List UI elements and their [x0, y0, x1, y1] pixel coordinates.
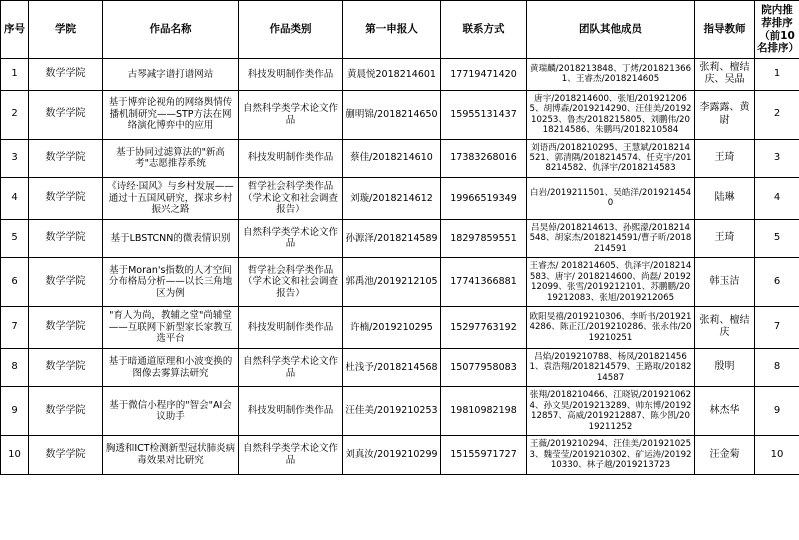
cell-contact: 19810982198 [441, 387, 527, 436]
cell-members: 吕昊倬/2018214613、孙熙濛/2018214548、胡家杰/2018214591/曹子昕/2018214591 [527, 219, 695, 257]
cell-teacher: 陆琳 [695, 177, 755, 219]
cell-college: 数学学院 [29, 258, 103, 307]
cell-teacher: 殷明 [695, 348, 755, 386]
cell-college: 数学学院 [29, 90, 103, 139]
cell-rank: 5 [755, 219, 799, 257]
cell-applicant: 刘真汝/2019210299 [343, 436, 441, 474]
cell-type: 科技发明制作类作品 [239, 139, 343, 177]
table-row [1, 177, 799, 219]
cell-members: 吕焰/2019210788、杨凤/2018214561、袁浩翔/2018214579、王路取/2018214587 [527, 348, 695, 386]
cell-index: 1 [1, 59, 29, 90]
table-body [1, 59, 799, 474]
cell-contact: 15155971727 [441, 436, 527, 474]
cell-applicant: 郭禹池/2019212105 [343, 258, 441, 307]
cell-rank: 10 [755, 436, 799, 474]
cell-index: 7 [1, 307, 29, 349]
cell-college: 数学学院 [29, 436, 103, 474]
column-header-applicant: 第一申报人 [343, 1, 441, 59]
cell-rank: 2 [755, 90, 799, 139]
table-row [1, 436, 799, 474]
cell-members: 白岩/2019211501、吴皓洋/2019214540 [527, 177, 695, 219]
cell-title: 基于Moran's指数的人才空间分布格局分析——以长三角地区为例 [103, 258, 239, 307]
cell-members: 张翔/2018210466、江晓锐/2019210624、孙文昊/2019213289、帅东博/2019212857、高威/2019212887、陈少凯/2019211252 [527, 387, 695, 436]
cell-college: 数学学院 [29, 139, 103, 177]
cell-title: 基于微信小程序的"智会"AI会议助手 [103, 387, 239, 436]
cell-contact: 17383268016 [441, 139, 527, 177]
table-row [1, 307, 799, 349]
column-header-teacher: 指导教师 [695, 1, 755, 59]
cell-members: 欧阳旻禧/2019210306、李昕书/2019214286、陈正江/2019210286、张永伟/2019210251 [527, 307, 695, 349]
cell-college: 数学学院 [29, 219, 103, 257]
cell-rank: 1 [755, 59, 799, 90]
cell-teacher: 王琦 [695, 139, 755, 177]
cell-rank: 7 [755, 307, 799, 349]
table-header-row [1, 1, 799, 59]
cell-members: 刘语西/2018210295、王慧斌/2018214521、郭清隅/2018214574、任克宇/2018214582、仇泽宇/2018214583 [527, 139, 695, 177]
cell-type: 自然科学类学术论文作品 [239, 219, 343, 257]
table-row [1, 90, 799, 139]
cell-title: 基于暗通道原理和小波变换的图像去雾算法研究 [103, 348, 239, 386]
cell-contact: 15297763192 [441, 307, 527, 349]
cell-index: 9 [1, 387, 29, 436]
cell-applicant: 刘璇/2018214612 [343, 177, 441, 219]
column-header-rank: 院内推荐排序（前10名排序） [755, 1, 799, 59]
cell-rank: 9 [755, 387, 799, 436]
cell-teacher: 韩玉洁 [695, 258, 755, 307]
cell-contact: 17719471420 [441, 59, 527, 90]
cell-type: 哲学社会科学类作品（学术论文和社会调查报告） [239, 258, 343, 307]
cell-members: 唐宇/2018214600、张旭/2019212065、胡博森/2019214290、汪佳美/2019210253、鲁杰/2018215805、刘鹏伟/2018214586、朱鹏玛/2018210584 [527, 90, 695, 139]
cell-contact: 17741366881 [441, 258, 527, 307]
cell-title: 基于博弈论视角的网络舆情传播机制研究——STP方法在网络演化博弈中的应用 [103, 90, 239, 139]
cell-index: 4 [1, 177, 29, 219]
cell-college: 数学学院 [29, 307, 103, 349]
cell-type: 科技发明制作类作品 [239, 307, 343, 349]
cell-title: 胸透和ICT检测新型冠状肺炎病毒效果对比研究 [103, 436, 239, 474]
cell-members: 王薇/2019210294、汪佳美/2019210253、魏莹莹/2019210302、矿运涛/2019210330、林子越/2019213723 [527, 436, 695, 474]
cell-teacher: 汪金菊 [695, 436, 755, 474]
cell-applicant: 孙源泽/2018214589 [343, 219, 441, 257]
cell-type: 科技发明制作类作品 [239, 387, 343, 436]
table-row [1, 219, 799, 257]
cell-teacher: 张莉、檀结庆 [695, 307, 755, 349]
table-row [1, 387, 799, 436]
cell-applicant: 蒯明锦/2018214650 [343, 90, 441, 139]
table-row [1, 59, 799, 90]
table-row [1, 348, 799, 386]
cell-contact: 15955131437 [441, 90, 527, 139]
cell-applicant: 蔡佳/2018214610 [343, 139, 441, 177]
cell-index: 6 [1, 258, 29, 307]
table-header [1, 1, 799, 59]
cell-teacher: 林杰华 [695, 387, 755, 436]
cell-title: "育人为尚，教辅之堂"尚辅堂——互联网下新型家长家教互选平台 [103, 307, 239, 349]
cell-type: 自然科学类学术论文作品 [239, 436, 343, 474]
cell-contact: 18297859551 [441, 219, 527, 257]
cell-members: 王睿杰/ 2018214605、仇泽宇/2018214583、唐宇/ 2018214600、尚磊/ 2019212099、张雪/2019212101、苏鹏鹏/2019212083、张旭/2019212065 [527, 258, 695, 307]
cell-index: 8 [1, 348, 29, 386]
cell-type: 科技发明制作类作品 [239, 59, 343, 90]
cell-type: 自然科学类学术论文作品 [239, 348, 343, 386]
cell-index: 5 [1, 219, 29, 257]
column-header-college: 学院 [29, 1, 103, 59]
column-header-contact: 联系方式 [441, 1, 527, 59]
table-row [1, 139, 799, 177]
cell-type: 自然科学类学术论文作品 [239, 90, 343, 139]
cell-rank: 8 [755, 348, 799, 386]
cell-applicant: 汪佳美/2019210253 [343, 387, 441, 436]
table-row [1, 258, 799, 307]
cell-index: 3 [1, 139, 29, 177]
cell-members: 黄瑞麟/2018213848、丁烤/2018213661、王睿杰/2018214605 [527, 59, 695, 90]
cell-rank: 4 [755, 177, 799, 219]
cell-teacher: 张莉、檀结庆、吴晶 [695, 59, 755, 90]
cell-college: 数学学院 [29, 177, 103, 219]
cell-applicant: 许楠/2019210295 [343, 307, 441, 349]
cell-teacher: 李露露、黄尉 [695, 90, 755, 139]
cell-index: 2 [1, 90, 29, 139]
cell-index: 10 [1, 436, 29, 474]
cell-title: 古琴减字谱打谱网站 [103, 59, 239, 90]
cell-applicant: 黄晨悦2018214601 [343, 59, 441, 90]
cell-college: 数学学院 [29, 387, 103, 436]
column-header-type: 作品类别 [239, 1, 343, 59]
cell-type: 哲学社会科学类作品（学术论文和社会调查报告） [239, 177, 343, 219]
cell-title: 基于协同过滤算法的"新高考"志愿推荐系统 [103, 139, 239, 177]
cell-contact: 19966519349 [441, 177, 527, 219]
cell-rank: 6 [755, 258, 799, 307]
cell-teacher: 王琦 [695, 219, 755, 257]
cell-college: 数学学院 [29, 59, 103, 90]
cell-rank: 3 [755, 139, 799, 177]
cell-college: 数学学院 [29, 348, 103, 386]
cell-title: 基于LBSTCNN的微表情识别 [103, 219, 239, 257]
column-header-members: 团队其他成员 [527, 1, 695, 59]
cell-contact: 15077958083 [441, 348, 527, 386]
cell-applicant: 杜浅予/2018214568 [343, 348, 441, 386]
column-header-title: 作品名称 [103, 1, 239, 59]
cell-title: 《诗经·国风》与乡村发展——通过十五国风研究，探求乡村振兴之路 [103, 177, 239, 219]
column-header-index: 序号 [1, 1, 29, 59]
